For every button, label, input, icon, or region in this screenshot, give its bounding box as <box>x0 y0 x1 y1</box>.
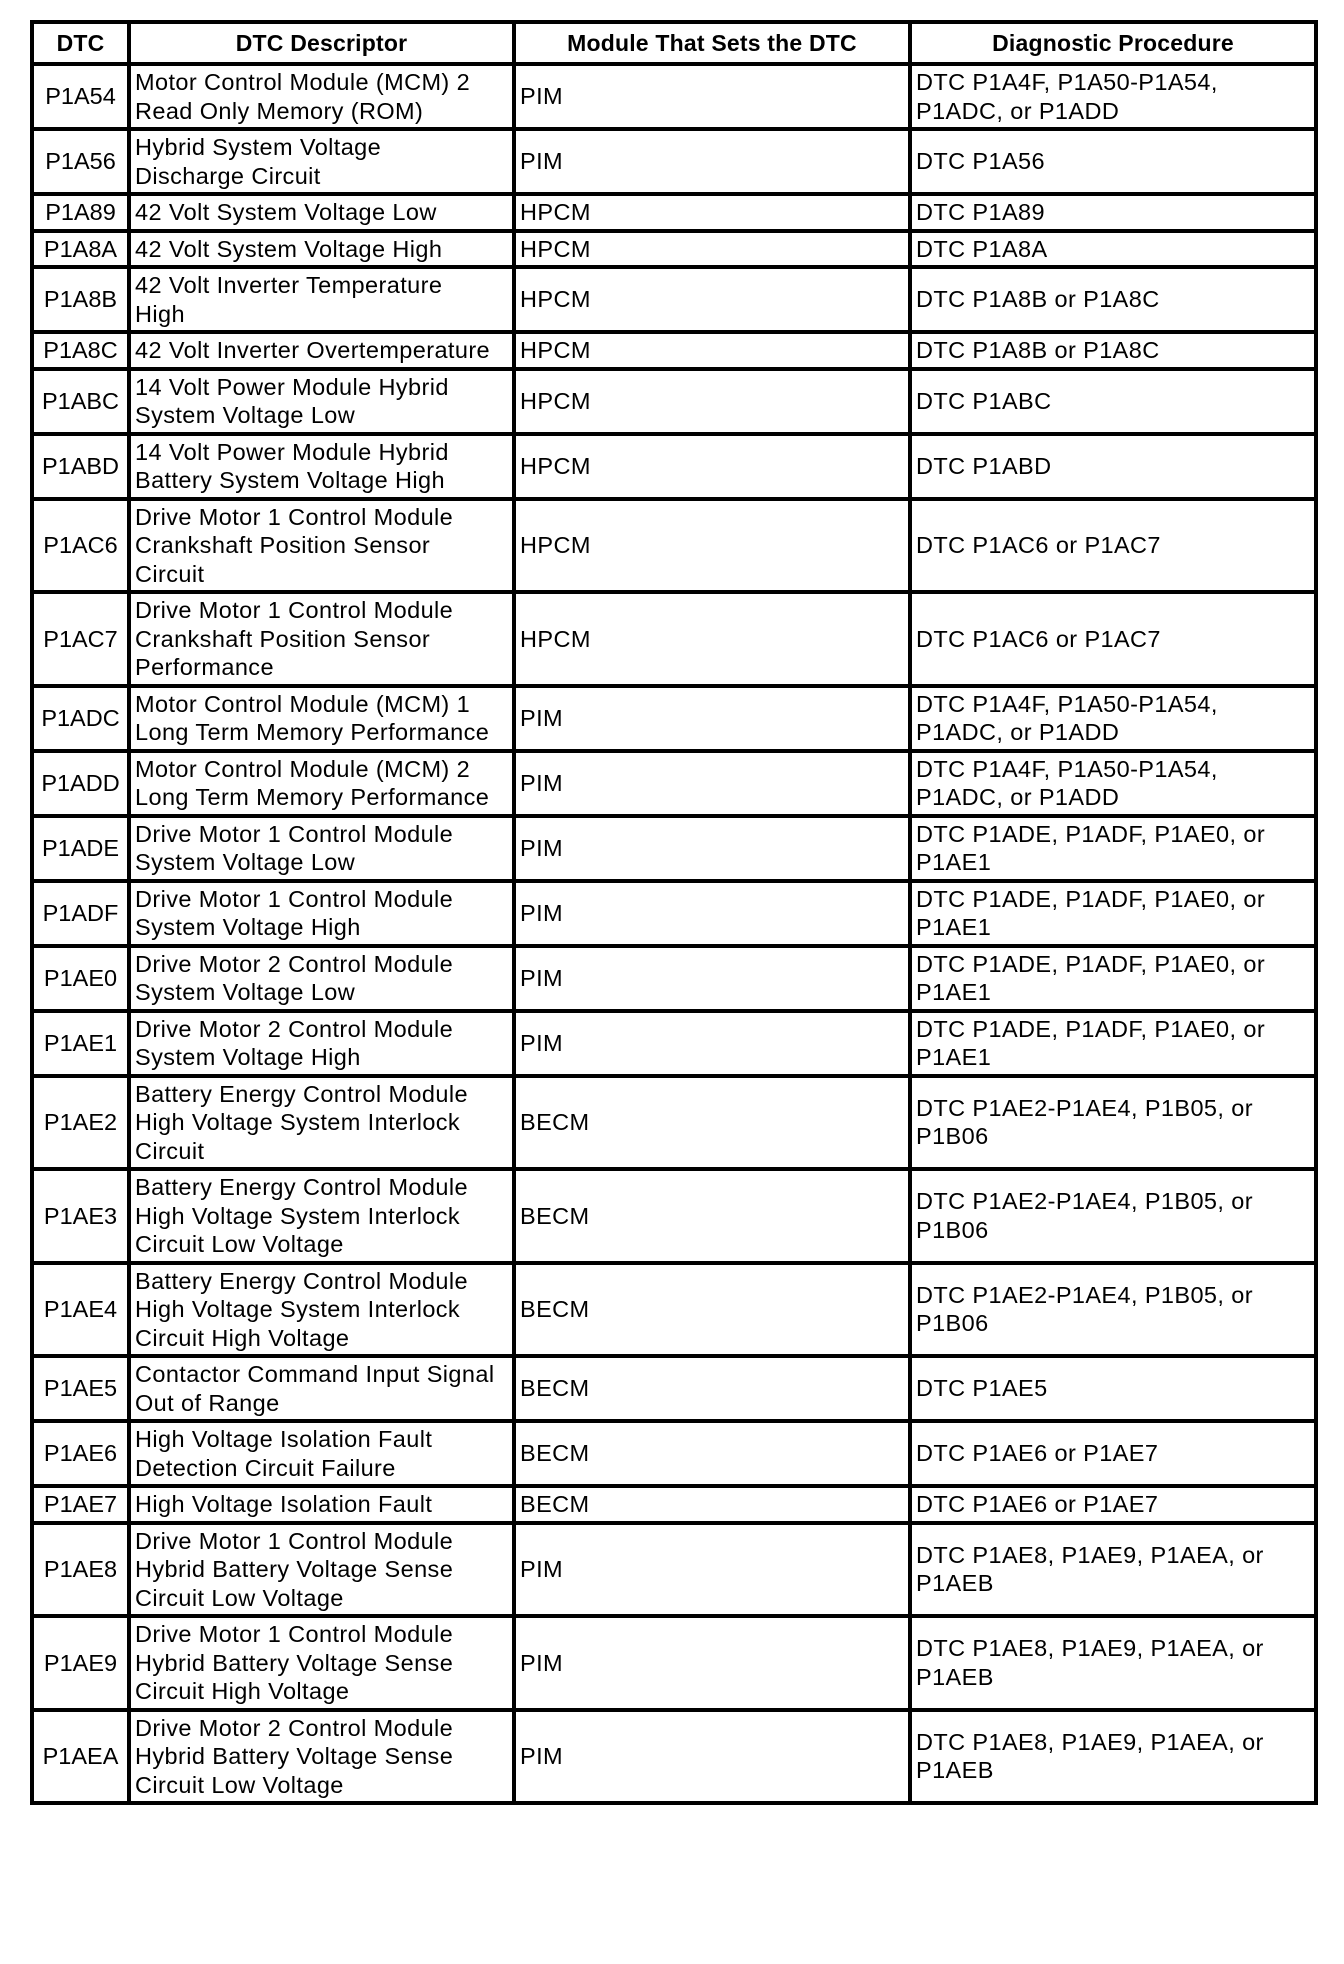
dtc-descriptor-cell: Drive Motor 2 Control Module System Voltage High <box>129 1011 514 1076</box>
table-row <box>32 1356 1316 1421</box>
dtc-descriptor-cell: 42 Volt Inverter Temperature High <box>129 267 514 332</box>
module-cell: HPCM <box>514 434 910 499</box>
module-cell: HPCM <box>514 231 910 268</box>
table-row <box>32 499 1316 593</box>
header-dtc-descriptor: DTC Descriptor <box>129 22 514 64</box>
dtc-descriptor-cell: Drive Motor 1 Control Module Crankshaft Position Sensor Circuit <box>129 499 514 593</box>
header-row <box>32 22 1316 64</box>
dtc-descriptor-cell: 14 Volt Power Module Hybrid System Voltage Low <box>129 369 514 434</box>
module-cell: BECM <box>514 1486 910 1523</box>
dtc-descriptor-cell: Battery Energy Control Module High Voltage System Interlock Circuit <box>129 1076 514 1170</box>
table-row <box>32 592 1316 686</box>
table-row <box>32 231 1316 268</box>
module-cell: HPCM <box>514 369 910 434</box>
module-cell: HPCM <box>514 332 910 369</box>
table-row <box>32 1486 1316 1523</box>
dtc-descriptor-cell: 14 Volt Power Module Hybrid Battery System Voltage High <box>129 434 514 499</box>
module-cell: BECM <box>514 1076 910 1170</box>
dtc-descriptor-cell: Motor Control Module (MCM) 2 Long Term Memory Performance <box>129 751 514 816</box>
diagnostic-procedure-cell: DTC P1AE8, P1AE9, P1AEA, or P1AEB <box>910 1523 1316 1617</box>
table-row <box>32 194 1316 231</box>
diagnostic-procedure-cell: DTC P1ABC <box>910 369 1316 434</box>
dtc-code-cell: P1A56 <box>32 129 129 194</box>
dtc-code-cell: P1AE9 <box>32 1616 129 1710</box>
dtc-code-cell: P1AEA <box>32 1710 129 1804</box>
table-row <box>32 881 1316 946</box>
table-row <box>32 64 1316 129</box>
table-row <box>32 129 1316 194</box>
dtc-code-cell: P1ADD <box>32 751 129 816</box>
dtc-descriptor-cell: 42 Volt System Voltage High <box>129 231 514 268</box>
table-header <box>32 22 1316 64</box>
dtc-descriptor-cell: 42 Volt System Voltage Low <box>129 194 514 231</box>
table-row <box>32 1076 1316 1170</box>
dtc-code-cell: P1ABD <box>32 434 129 499</box>
dtc-code-cell: P1AC7 <box>32 592 129 686</box>
module-cell: PIM <box>514 1710 910 1804</box>
diagnostic-procedure-cell: DTC P1A4F, P1A50-P1A54, P1ADC, or P1ADD <box>910 751 1316 816</box>
diagnostic-procedure-cell: DTC P1ADE, P1ADF, P1AE0, or P1AE1 <box>910 881 1316 946</box>
diagnostic-procedure-cell: DTC P1A56 <box>910 129 1316 194</box>
module-cell: PIM <box>514 1011 910 1076</box>
header-module: Module That Sets the DTC <box>514 22 910 64</box>
dtc-code-cell: P1AE4 <box>32 1263 129 1357</box>
dtc-descriptor-cell: Battery Energy Control Module High Voltage System Interlock Circuit High Voltage <box>129 1263 514 1357</box>
dtc-code-cell: P1ABC <box>32 369 129 434</box>
diagnostic-procedure-cell: DTC P1A8B or P1A8C <box>910 332 1316 369</box>
diagnostic-procedure-cell: DTC P1AE2-P1AE4, P1B05, or P1B06 <box>910 1169 1316 1263</box>
dtc-code-cell: P1AE0 <box>32 946 129 1011</box>
table-row <box>32 1263 1316 1357</box>
dtc-descriptor-cell: Motor Control Module (MCM) 1 Long Term Memory Performance <box>129 686 514 751</box>
module-cell: PIM <box>514 686 910 751</box>
table-row <box>32 332 1316 369</box>
diagnostic-procedure-cell: DTC P1ADE, P1ADF, P1AE0, or P1AE1 <box>910 816 1316 881</box>
dtc-descriptor-cell: 42 Volt Inverter Overtemperature <box>129 332 514 369</box>
dtc-code-cell: P1AE6 <box>32 1421 129 1486</box>
diagnostic-procedure-cell: DTC P1AE2-P1AE4, P1B05, or P1B06 <box>910 1076 1316 1170</box>
dtc-code-cell: P1A8C <box>32 332 129 369</box>
dtc-descriptor-cell: Drive Motor 2 Control Module System Voltage Low <box>129 946 514 1011</box>
module-cell: HPCM <box>514 592 910 686</box>
header-diagnostic-procedure: Diagnostic Procedure <box>910 22 1316 64</box>
dtc-code-cell: P1A8A <box>32 231 129 268</box>
dtc-descriptor-cell: Drive Motor 1 Control Module System Voltage High <box>129 881 514 946</box>
dtc-descriptor-cell: Drive Motor 1 Control Module Crankshaft Position Sensor Performance <box>129 592 514 686</box>
table-row <box>32 434 1316 499</box>
table-row <box>32 816 1316 881</box>
dtc-descriptor-cell: Motor Control Module (MCM) 2 Read Only Memory (ROM) <box>129 64 514 129</box>
diagnostic-procedure-cell: DTC P1A4F, P1A50-P1A54, P1ADC, or P1ADD <box>910 64 1316 129</box>
module-cell: HPCM <box>514 194 910 231</box>
dtc-code-cell: P1ADF <box>32 881 129 946</box>
diagnostic-procedure-cell: DTC P1ADE, P1ADF, P1AE0, or P1AE1 <box>910 1011 1316 1076</box>
dtc-descriptor-cell: Drive Motor 1 Control Module System Voltage Low <box>129 816 514 881</box>
table-row <box>32 1710 1316 1804</box>
module-cell: PIM <box>514 881 910 946</box>
dtc-descriptor-cell: Drive Motor 2 Control Module Hybrid Battery Voltage Sense Circuit Low Voltage <box>129 1710 514 1804</box>
diagnostic-procedure-cell: DTC P1A8A <box>910 231 1316 268</box>
table-row <box>32 1011 1316 1076</box>
module-cell: HPCM <box>514 267 910 332</box>
table-row <box>32 686 1316 751</box>
diagnostic-procedure-cell: DTC P1AE2-P1AE4, P1B05, or P1B06 <box>910 1263 1316 1357</box>
dtc-code-cell: P1ADE <box>32 816 129 881</box>
dtc-code-cell: P1AE3 <box>32 1169 129 1263</box>
dtc-code-cell: P1AE8 <box>32 1523 129 1617</box>
dtc-descriptor-cell: High Voltage Isolation Fault Detection Circuit Failure <box>129 1421 514 1486</box>
diagnostic-procedure-cell: DTC P1AE8, P1AE9, P1AEA, or P1AEB <box>910 1616 1316 1710</box>
dtc-code-cell: P1ADC <box>32 686 129 751</box>
diagnostic-procedure-cell: DTC P1AC6 or P1AC7 <box>910 499 1316 593</box>
table-row <box>32 1523 1316 1617</box>
module-cell: BECM <box>514 1421 910 1486</box>
table-row <box>32 1421 1316 1486</box>
dtc-code-cell: P1AE5 <box>32 1356 129 1421</box>
module-cell: HPCM <box>514 499 910 593</box>
table-row <box>32 1169 1316 1263</box>
module-cell: PIM <box>514 64 910 129</box>
diagnostic-procedure-cell: DTC P1AE8, P1AE9, P1AEA, or P1AEB <box>910 1710 1316 1804</box>
diagnostic-procedure-cell: DTC P1AE5 <box>910 1356 1316 1421</box>
module-cell: PIM <box>514 129 910 194</box>
dtc-code-cell: P1A54 <box>32 64 129 129</box>
dtc-code-cell: P1AE2 <box>32 1076 129 1170</box>
diagnostic-procedure-cell: DTC P1AE6 or P1AE7 <box>910 1421 1316 1486</box>
table-row <box>32 1616 1316 1710</box>
diagnostic-procedure-cell: DTC P1A4F, P1A50-P1A54, P1ADC, or P1ADD <box>910 686 1316 751</box>
diagnostic-procedure-cell: DTC P1AC6 or P1AC7 <box>910 592 1316 686</box>
dtc-code-cell: P1A89 <box>32 194 129 231</box>
table-row <box>32 267 1316 332</box>
table-body <box>32 64 1316 1803</box>
dtc-code-cell: P1AC6 <box>32 499 129 593</box>
diagnostic-procedure-cell: DTC P1A8B or P1A8C <box>910 267 1316 332</box>
dtc-code-cell: P1AE1 <box>32 1011 129 1076</box>
module-cell: PIM <box>514 816 910 881</box>
table-row <box>32 369 1316 434</box>
module-cell: PIM <box>514 1523 910 1617</box>
module-cell: PIM <box>514 751 910 816</box>
header-dtc: DTC <box>32 22 129 64</box>
dtc-descriptor-cell: Drive Motor 1 Control Module Hybrid Battery Voltage Sense Circuit Low Voltage <box>129 1523 514 1617</box>
module-cell: BECM <box>514 1263 910 1357</box>
table-row <box>32 946 1316 1011</box>
module-cell: BECM <box>514 1356 910 1421</box>
diagnostic-procedure-cell: DTC P1ABD <box>910 434 1316 499</box>
dtc-descriptor-cell: Battery Energy Control Module High Voltage System Interlock Circuit Low Voltage <box>129 1169 514 1263</box>
diagnostic-procedure-cell: DTC P1AE6 or P1AE7 <box>910 1486 1316 1523</box>
dtc-table-container <box>30 20 1314 1805</box>
module-cell: BECM <box>514 1169 910 1263</box>
dtc-code-cell: P1AE7 <box>32 1486 129 1523</box>
dtc-descriptor-cell: Contactor Command Input Signal Out of Range <box>129 1356 514 1421</box>
dtc-code-cell: P1A8B <box>32 267 129 332</box>
module-cell: PIM <box>514 946 910 1011</box>
table-row <box>32 751 1316 816</box>
dtc-descriptor-cell: High Voltage Isolation Fault <box>129 1486 514 1523</box>
diagnostic-procedure-cell: DTC P1A89 <box>910 194 1316 231</box>
diagnostic-procedure-cell: DTC P1ADE, P1ADF, P1AE0, or P1AE1 <box>910 946 1316 1011</box>
dtc-descriptor-cell: Drive Motor 1 Control Module Hybrid Battery Voltage Sense Circuit High Voltage <box>129 1616 514 1710</box>
module-cell: PIM <box>514 1616 910 1710</box>
dtc-table <box>30 20 1318 1805</box>
dtc-descriptor-cell: Hybrid System Voltage Discharge Circuit <box>129 129 514 194</box>
